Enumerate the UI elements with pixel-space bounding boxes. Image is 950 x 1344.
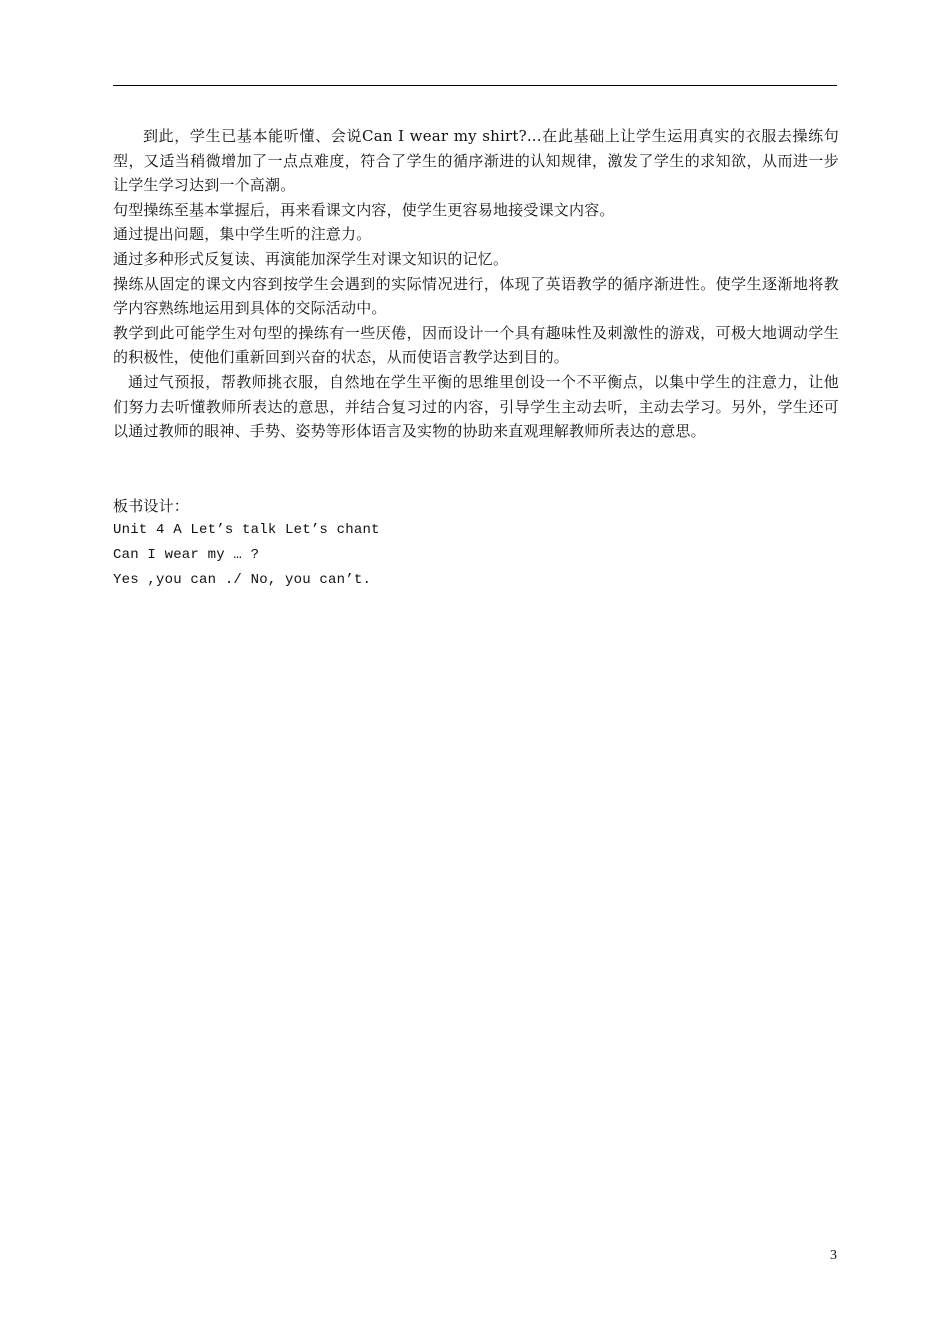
header-rule [113, 85, 837, 86]
paragraph: 操练从固定的课文内容到按学生会遇到的实际情况进行，体现了英语教学的循序渐进性。使学生逐渐地将教学内容熟练地运用到具体的交际活动中。 [113, 274, 839, 318]
paragraph: 到此，学生已基本能听懂、会说Can I wear my shirt?...在此基础上让学生运用真实的衣服去操练句型，又适当稍微增加了一点点难度，符合了学生的循序渐进的认知规律，激发了学生的求知欲，从而进一步让学生学习达到一个高潮。 [113, 127, 839, 195]
page-number: 3 [830, 1248, 837, 1263]
board-line: Unit 4 A Let’s talk Let’s chant [113, 522, 380, 539]
paragraph: 通过气预报，帮教师挑衣服，自然地在学生平衡的思维里创设一个不平衡点，以集中学生的注意力，让他们努力去听懂教师所表达的意思，并结合复习过的内容，引导学生主动去听，主动去学习。另外，学生还可以通过教师的眼神、手势、姿势等形体语言及实物的协助来直观理解教师所表达的意思。 [113, 372, 839, 441]
paragraph: 句型操练至基本掌握后，再来看课文内容，使学生更容易地接受课文内容。 [113, 200, 615, 219]
board-line: Yes ,you can ./ No, you can’t. [113, 571, 372, 588]
document-body [113, 124, 839, 592]
paragraph: 教学到此可能学生对句型的操练有一些厌倦，因而设计一个具有趣味性及刺激性的游戏，可极大地调动学生的积极性，使他们重新回到兴奋的状态，从而使语言教学达到目的。 [113, 323, 839, 367]
board-design [113, 494, 839, 592]
board-heading: 板书设计： [113, 496, 190, 515]
paragraph: 通过提出问题，集中学生听的注意力。 [113, 225, 372, 244]
paragraph: 通过多种形式反复读、再演能加深学生对课文知识的记忆。 [113, 249, 509, 268]
board-line: Can I wear my … ? [113, 546, 260, 563]
spacer [113, 444, 839, 494]
